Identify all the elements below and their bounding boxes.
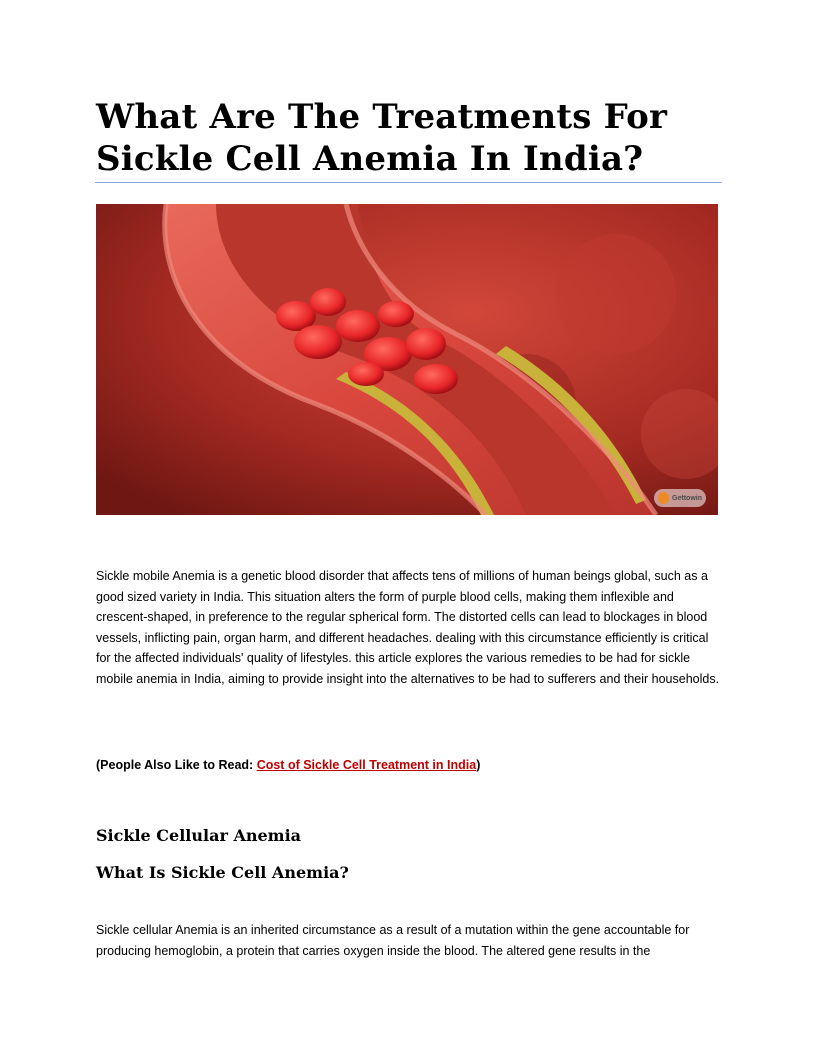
related-read-prefix: (People Also Like to Read:	[96, 758, 257, 772]
red-blood-cell	[348, 362, 384, 386]
hero-image	[96, 204, 718, 515]
red-blood-cell	[294, 325, 342, 359]
red-blood-cell	[310, 288, 346, 316]
blood-vessel-illustration	[96, 204, 718, 515]
logo-icon	[658, 492, 669, 504]
related-read-suffix: )	[476, 758, 481, 772]
red-blood-cell	[414, 364, 458, 394]
red-blood-cell	[378, 301, 414, 327]
page-title: What Are The Treatments For Sickle Cell Anemia In India?	[96, 97, 668, 179]
red-blood-cell	[406, 328, 446, 360]
subsection-heading: What Is Sickle Cell Anemia?	[96, 863, 349, 882]
section-heading: Sickle Cellular Anemia	[96, 826, 302, 845]
watermark-logo	[654, 489, 706, 507]
related-read	[96, 758, 480, 772]
logo-text: Gettowin	[672, 494, 702, 502]
related-read-link[interactable]: Cost of Sickle Cell Treatment in India	[256, 758, 477, 772]
title-underline	[95, 182, 722, 183]
red-blood-cell	[336, 310, 380, 342]
intro-paragraph: Sickle mobile Anemia is a genetic blood disorder that affects tens of millions of human beings global, such as a good sized variety in India. This situation alters the form of purple blood cells, making them inflexible and crescent-shaped, in preference to the regular spherical form. The distorted cells can lead to blockages in blood vessels, inflicting pain, organ harm, and different headaches. dealing with this circumstance efficiently is critical for the affected individuals' quality of lifestyles. this article explores the various remedies to be had for sickle mobile anemia in India, aiming to provide insight into the alternatives to be had to sufferers and their households.	[96, 569, 720, 686]
section-paragraph: Sickle cellular Anemia is an inherited circumstance as a result of a mutation within the gene accountable for producing hemoglobin, a protein that carries oxygen inside the blood. The altered gene results in the	[96, 923, 690, 958]
